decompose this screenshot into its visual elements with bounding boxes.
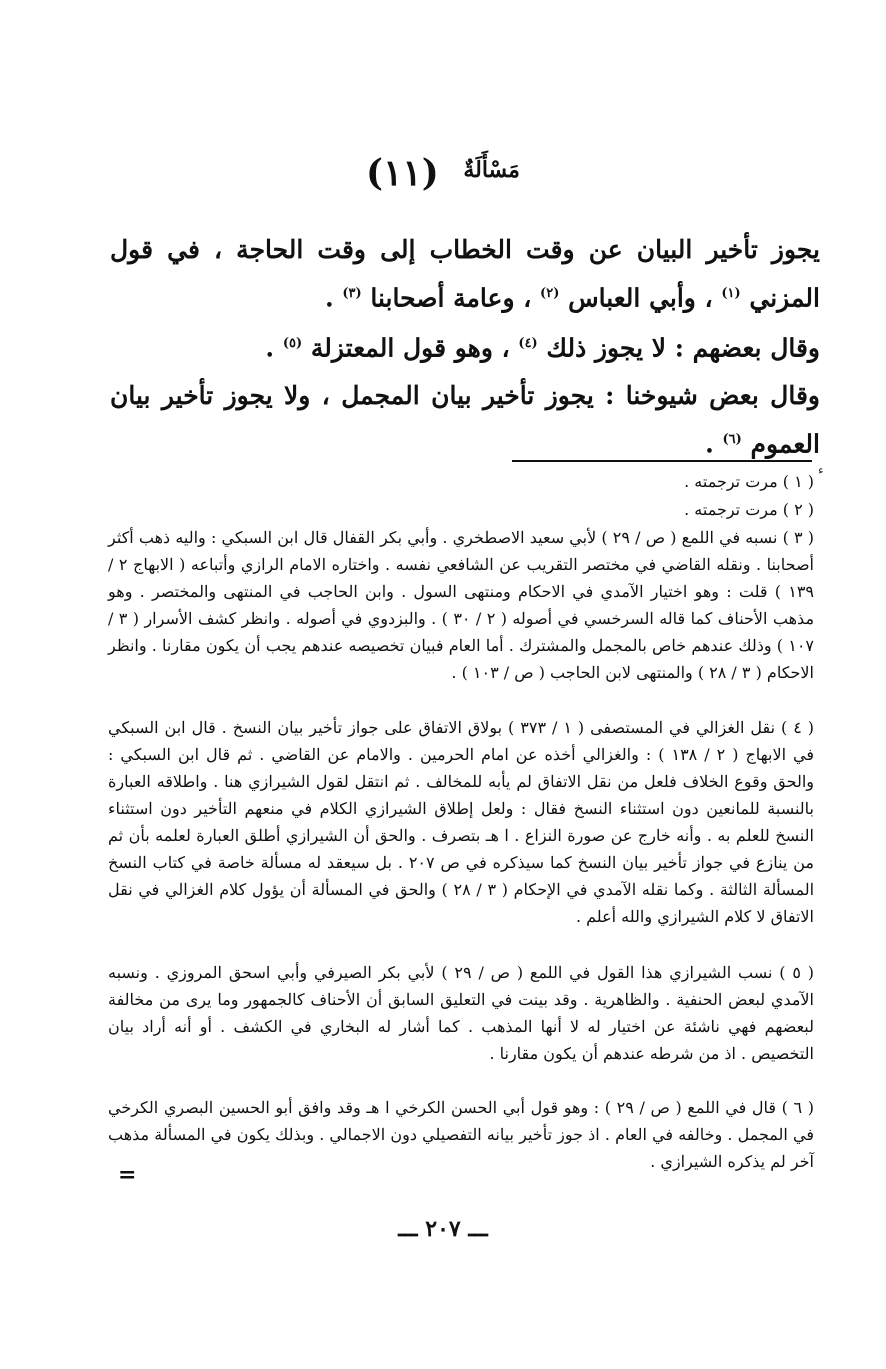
- footnote-2: ( ٢ ) مرت ترجمته .: [684, 500, 814, 519]
- main-text-2a: وقال بعضهم : لا يجوز ذلك: [546, 333, 820, 363]
- footnote-5: ( ٥ ) نسب الشيرازي هذا القول في اللمع ( ص / ٢٩ ) لأبي بكر الصيرفي وأبي اسحق المروزي . ونسبه الآمدي لبعض الحنفية . والظاهرية . وقد بينت في التعليق السابق أن الأحناف كالجمهور وما يرى من مخالفة لبعضهم فهي ناشئة عن اختيار له لا أنها المذهب . كما أشار له البخاري في الكشف . أو أنه أراد بيان التخصيص . اذ من شرطه عندهم أن يكون مقارنا .: [108, 963, 815, 1063]
- main-paragraph-1: [110, 228, 820, 320]
- footnote-ref-6: (٦): [722, 432, 742, 447]
- main-text-3-dot: .: [705, 429, 714, 459]
- main-text-3a: وقال بعض شيوخنا : يجوز تأخير بيان المجمل ، ولا يجوز تأخير بيان العموم: [110, 381, 820, 459]
- page-number: ـــ ٢٠٧ ـــ: [398, 1216, 488, 1242]
- footnote-ref-5: (٥): [282, 336, 303, 351]
- main-text-1b: ، وأبي العباس: [568, 283, 713, 313]
- footnote-6: ( ٦ ) قال في اللمع ( ص / ٢٩ ) : وهو قول أبي الحسن الكرخي ا هـ وقد وافق أبو الحسين البصري الكرخي في المجمل . وخالفه في العام . اذ جوز تأخير بيانه التفصيلي دون الاجمالي . وبذلك يكون في المسألة مذهب آخر لم يذكره الشيرازي .: [108, 1098, 815, 1171]
- end-mark: =: [118, 1162, 137, 1188]
- heading-word: مَسْأَلَةٌ: [463, 157, 520, 183]
- footnote-3: ( ٣ ) نسبه في اللمع ( ص / ٢٩ ) لأبي سعيد الاصطخري . وأبي بكر القفال قال ابن السبكي : واليه ذهب أكثر أصحابنا . ونقله القاضي في مختصر التقريب عن الشافعي نفسه . واختاره الامام الرازي وأتباعه ( الابهاج ٢ / ١٣٩ ) قلت : وهو اختيار الآمدي في الاحكام ومنتهى السول . وابن الحاجب في المنتهى والمختصر . وهو مذهب الأحناف كما قاله السرخسي في أصوله ( ٢ / ٣٠ ) . والبزدوي في أصوله . وانظر كشف الأسرار ( ٣ / ١٠٧ ) وذلك عندهم خاص بالمجمل والمشترك . أما العام فبيان تخصيصه عندهم يجب أن يكون مقارنا . وانظر الاحكام ( ٣ / ٢٨ ) والمنتهى لابن الحاجب ( ص / ١٠٣ ) .: [108, 528, 815, 682]
- margin-mark: ء: [818, 463, 824, 477]
- heading-number: (١١): [366, 152, 439, 194]
- main-paragraph-3: [110, 374, 820, 466]
- main-paragraph-2: [110, 322, 820, 370]
- main-text-2-dot: .: [265, 333, 275, 363]
- issue-heading: [0, 140, 886, 203]
- footnote-separator: [512, 460, 812, 462]
- footnote-ref-3: (٣): [342, 286, 362, 301]
- main-text-1c: ، وعامة أصحابنا: [370, 283, 532, 313]
- main-text-1a: يجوز تأخير البيان عن وقت الخطاب إلى وقت الحاجة ، في قول المزني: [110, 235, 820, 313]
- footnote-1: ( ١ ) مرت ترجمته .: [684, 472, 814, 491]
- main-text-2b: ، وهو قول المعتزلة: [310, 333, 510, 363]
- main-text-1-dot: .: [324, 283, 334, 313]
- footnote-ref-2: (٢): [540, 286, 560, 301]
- footnote-4: ( ٤ ) نقل الغزالي في المستصفى ( ١ / ٣٧٣ ) بولاق الاتفاق على جواز تأخير بيان النسخ . قال ابن السبكي في الابهاج ( ٢ / ١٣٨ ) : والغزالي أخذه عن امام الحرمين . والامام عن القاضي . ثم قال ابن السبكي : والحق وقوع الخلاف فلعل من نقل الاتفاق لم يأبه للمخالف . ثم انتقل لقول الشيرازي هنا . واطلاقه العبارة بالنسبة للمانعين دون استثناء النسخ فقال : ولعل إطلاق الشيرازي الكلام في منعهم التأخير دون استثناء النسخ للعلم به . وأنه خارج عن صورة النزاع . ا هـ بتصرف . والحق أن الشيرازي أطلق العبارة لعلمه بأن ثم من ينازع في جواز تأخير بيان النسخ كما سيذكره في ص ٢٠٧ . بل سيعقد له مسألة خاصة في كتاب النسخ المسألة الثالثة . وكما نقله الآمدي في الإحكام ( ٣ / ٢٨ ) والحق في المسألة أن يؤول كلام الغزالي في نقل الاتفاق لا كلام الشيرازي والله أعلم .: [108, 718, 815, 926]
- footnote-ref-4: (٤): [518, 336, 538, 351]
- footnote-ref-1: (١): [721, 286, 741, 301]
